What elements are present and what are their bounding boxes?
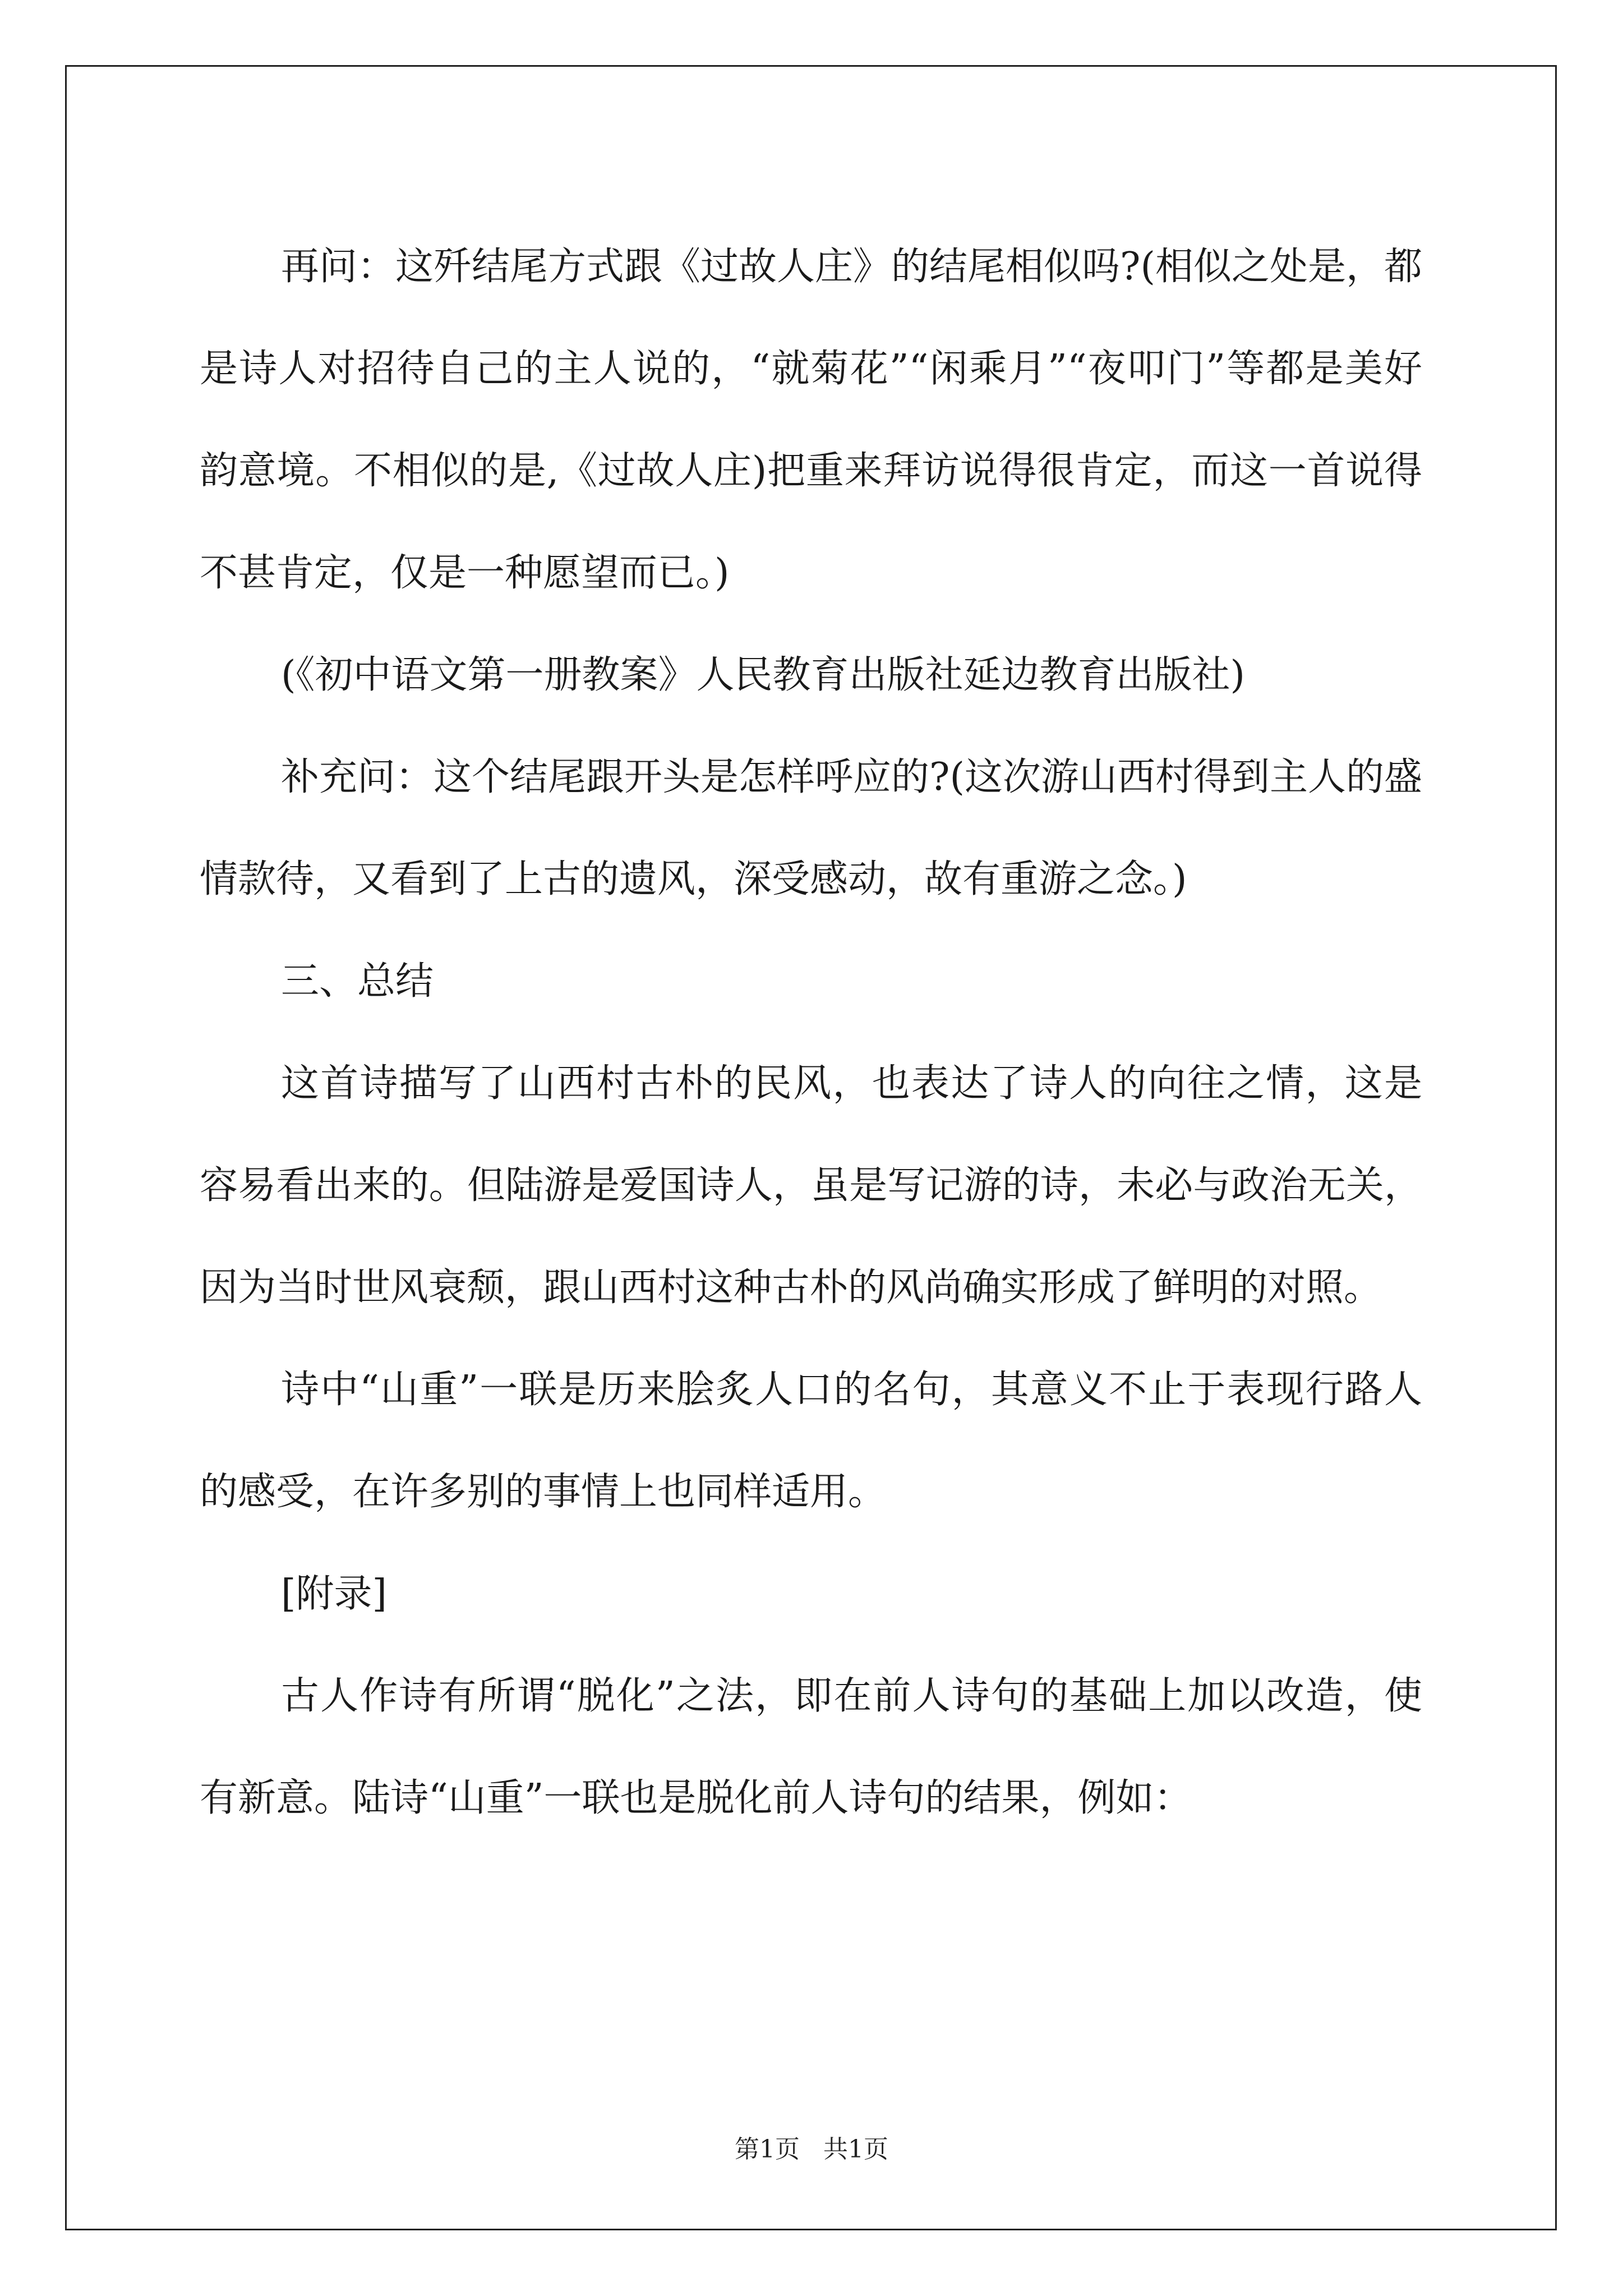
section-heading-summary: 三、总结 — [281, 959, 434, 1004]
paragraph-source-citation: (《初中语文第一册教案》人民教育出版社延边教育出版社) — [281, 653, 1246, 697]
paragraph-supplementary-question: 补充问：这个结尾跟开头是怎样呼应的?(这次游山西村得到主人的盛情款待，又看到了上古的遗风，深受感动，故有重游之念。) — [200, 755, 1422, 901]
paragraph-famous-couplet: 诗中“山重”一联是历来脍炙人口的名句，其意义不止于表现行路人的感受，在许多别的事情上也同样适用。 — [200, 1368, 1422, 1514]
page-number-current: 第1页 — [735, 2135, 800, 2164]
paragraph-summary: 这首诗描写了山西村古朴的民风，也表达了诗人的向往之情，这是容易看出来的。但陆游是爱国诗人，虽是写记游的诗，未必与政治无关，因为当时世风衰颓，跟山西村这种古朴的风尚确实形成了鲜明的对照。 — [200, 1061, 1422, 1310]
page-footer — [0, 2133, 1623, 2166]
paragraph-appendix: 古人作诗有所谓“脱化”之法，即在前人诗句的基础上加以改造，使有新意。陆诗“山重”一联也是脱化前人诗句的结果，例如： — [200, 1674, 1422, 1820]
paragraph-followup-question: 再问：这歼结尾方式跟《过故人庄》的结尾相似吗?(相似之处是，都是诗人对招待自己的主人说的，“就菊花”“闲乘月”“夜叩门”等都是美好韵意境。不相似的是,《过故人庄)把重来拜访说得很肯定，而这一首说得不甚肯定，仅是一种愿望而已。) — [200, 245, 1422, 595]
document-body — [200, 216, 1422, 1849]
page-number-total: 共1页 — [823, 2135, 888, 2164]
section-heading-appendix: [附录] — [281, 1572, 388, 1616]
